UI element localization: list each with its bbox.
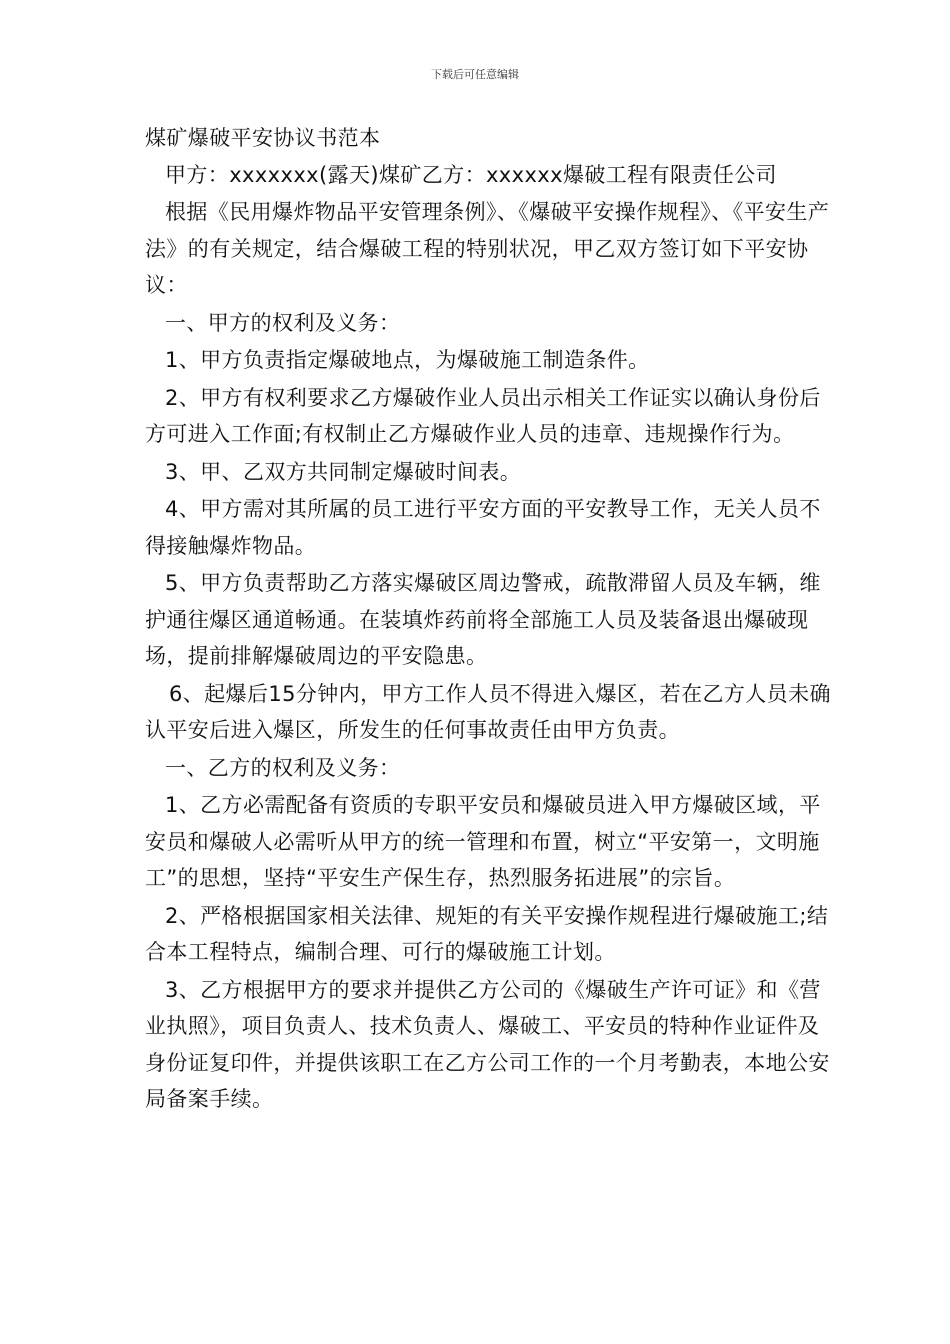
document-body <box>145 118 835 1118</box>
parties-paragraph: 甲方：xxxxxxx(露天)煤矿乙方：xxxxxx爆破工程有限责任公司 <box>165 162 777 187</box>
clause-paragraph: 3、乙方根据甲方的要求并提供乙方公司的《爆破生产许可证》和《营业执照》，项目负责人、技术负责人、爆破工、平安员的特种作业证件及身份证复印件，并提供该职工在乙方公司工作的一个月考勤表，本地公安局备案手续。 <box>145 977 830 1111</box>
section-heading-party-a: 一、甲方的权利及义务： <box>165 310 401 335</box>
section-heading-party-b: 一、乙方的权利及义务： <box>165 755 401 780</box>
clause-paragraph: 2、甲方有权利要求乙方爆破作业人员出示相关工作证实以确认身份后方可进入工作面;有权制止乙方爆破作业人员的违章、违规操作行为。 <box>145 385 821 446</box>
preamble-paragraph: 根据《民用爆炸物品平安管理条例》、《爆破平安操作规程》、《平安生产法》的有关规定，结合爆破工程的特别状况，甲乙双方签订如下平安协议： <box>145 200 830 297</box>
page-header: 下载后可任意编辑 <box>431 68 519 81</box>
clause-paragraph: 4、甲方需对其所属的员工进行平安方面的平安教导工作，无关人员不得接触爆炸物品。 <box>145 497 821 558</box>
clause-paragraph: 2、严格根据国家相关法律、规矩的有关平安操作规程进行爆破施工;结合本工程特点，编制合理、可行的爆破施工计划。 <box>145 903 829 964</box>
document-title: 煤矿爆破平安协议书范本 <box>145 126 381 150</box>
clause-paragraph: 3、甲、乙双方共同制定爆破时间表。 <box>165 459 522 484</box>
clause-paragraph: 1、甲方负责指定爆破地点，为爆破施工制造条件。 <box>165 348 650 372</box>
clause-paragraph: 6、起爆后15分钟内，甲方工作人员不得进入爆区，若在乙方人员未确认平安后进入爆区，所发生的任何事故责任由甲方负责。 <box>145 681 831 742</box>
clause-paragraph: 5、甲方负责帮助乙方落实爆破区周边警戒，疏散滞留人员及车辆，维护通往爆区通道畅通。在装填炸药前将全部施工人员及装备退出爆破现场，提前排解爆破周边的平安隐患。 <box>145 571 821 668</box>
clause-paragraph: 1、乙方必需配备有资质的专职平安员和爆破员进入甲方爆破区域，平安员和爆破人必需听从甲方的统一管理和布置，树立“平安第一，文明施工”的思想，坚持“平安生产保生存，热烈服务拓进展”的宗旨。 <box>145 793 821 890</box>
